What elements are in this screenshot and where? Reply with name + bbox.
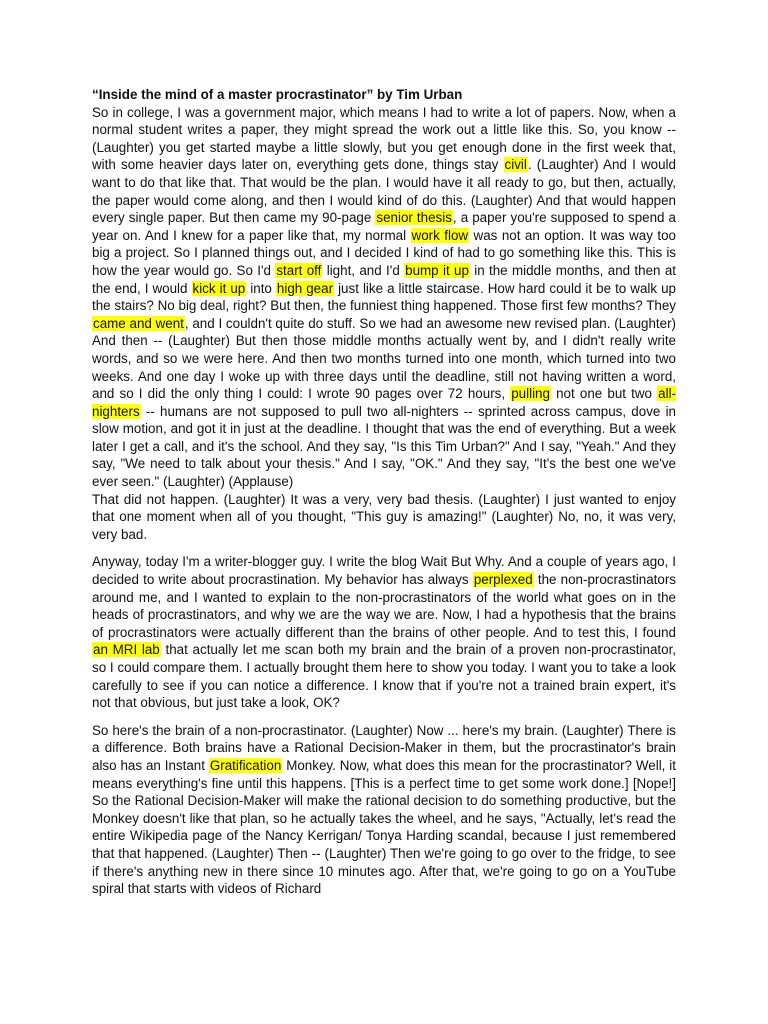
document-title: “Inside the mind of a master procrastinator” by Tim Urban [92,87,463,102]
highlighted-term: bump it up [405,262,469,278]
highlighted-term: perplexed [473,572,533,588]
highlighted-term: all-nighters [92,386,676,419]
highlighted-term: came and went [93,315,184,331]
paragraph-thesis-story: So in college, I was a government major, which means I had to write a lot of papers. Now, when a normal student writes a paper, they might spread the work out a little like this. So, you know -- (Laughter) you get started maybe a little slowly, but you get enough done in the first week that, with some heavier days later on, everything gets done, things stay civil. (Laughter) And I would want to do that like that. That would be the plan. I would have it all ready to go, but then, actually, the paper would come along, and then I would kind of do this. (Laughter) And that would happen every single paper. But then came my 90-page senior thesis, a paper you're supposed to spend a year on. And I knew for a paper like that, my normal work flow was not an option. It was way too big a project. So I planned things out, and I decided I kind of had to go something like this. This is how the year would go. So I'd start off light, and I'd bump it up in the middle months, and then at the end, I would kick it up into high gear just like a little staircase. How hard could it be to walk up the stairs? No big deal, right? But then, the funniest thing happened. Those first few months? They came and went, and I couldn't quite do stuff. So we had an awesome new revised plan. (Laughter) And then -- (Laughter) But then those middle months actually went by, and I didn't really write words, and so we were here. And then two months turned into one month, which turned into two weeks. And one day I woke up with three days until the deadline, still not having written a word, and so I did the only thing I could: I wrote 90 pages over 72 hours, pulling not one but two all-nighters -- humans are not supposed to pull two all-nighters -- sprinted across campus, dove in slow motion, and got it in just at the deadline. I thought that was the end of everything. But a week later I get a call, and it's the school. And they say, "Is this Tim Urban?" And I say, "Yeah." And they say, "We need to talk about your thesis." And I say, "OK." And they say, "It's the best one we've ever seen." (Laughter) (Applause) [92,104,677,490]
paragraph-bad-thesis: That did not happen. (Laughter) It was a very, very bad thesis. (Laughter) I just wanted to enjoy that one moment when all of you thought, "This guy is amazing!" (Laughter) No, no, it was very, very bad. [92,491,676,542]
highlighted-term: pulling [511,386,550,402]
highlighted-term: an MRI lab [93,642,160,658]
highlighted-term: start off [276,262,322,278]
highlighted-term: Gratification [209,757,282,773]
highlighted-term: high gear [276,280,334,296]
document-page [92,86,676,898]
paragraph-blog-intro: Anyway, today I'm a writer-blogger guy. I write the blog Wait But Why. And a couple of years ago, I decided to write about procrastination. My behavior has always perplexed the non-procrastinators around me, and I wanted to explain to the non-procrastinators of the world what goes on in the heads of procrastinators, and why we are the way we are. Now, I had a hypothesis that the brains of procrastinators were actually different than the brains of other people. And to test this, I found an MRI lab that actually let me scan both my brain and the brain of a proven non-procrastinator, so I could compare them. I actually brought them here to show you today. I want you to take a look carefully to see if you can notice a difference. I know that if you're not a trained brain expert, it's not that obvious, but just take a look, OK? [92,554,677,711]
paragraph-brain-comparison: So here's the brain of a non-procrastinator. (Laughter) Now ... here's my brain. (Laughter) There is a difference. Both brains have a Rational Decision-Maker in them, but the procrastinator's brain also has an Instant Gratification Monkey. Now, what does this mean for the procrastinator? Well, it means everything's fine until this happens. [This is a perfect time to get some work done.] [Nope!] So the Rational Decision-Maker will make the rational decision to do something productive, but the Monkey doesn't like that plan, so he actually takes the wheel, and he says, "Actually, let's read the entire Wikipedia page of the Nancy Kerrigan/ Tonya Harding scandal, because I just remembered that that happened. (Laughter) Then -- (Laughter) Then we're going to go over to the fridge, to see if there's anything new in there since 10 minutes ago. After that, we're going to go on a YouTube spiral that starts with videos of Richard [92,722,676,897]
highlighted-term: civil [504,157,527,173]
highlighted-term: senior thesis [376,210,452,226]
highlighted-term: work flow [411,227,469,243]
highlighted-term: kick it up [192,280,246,296]
